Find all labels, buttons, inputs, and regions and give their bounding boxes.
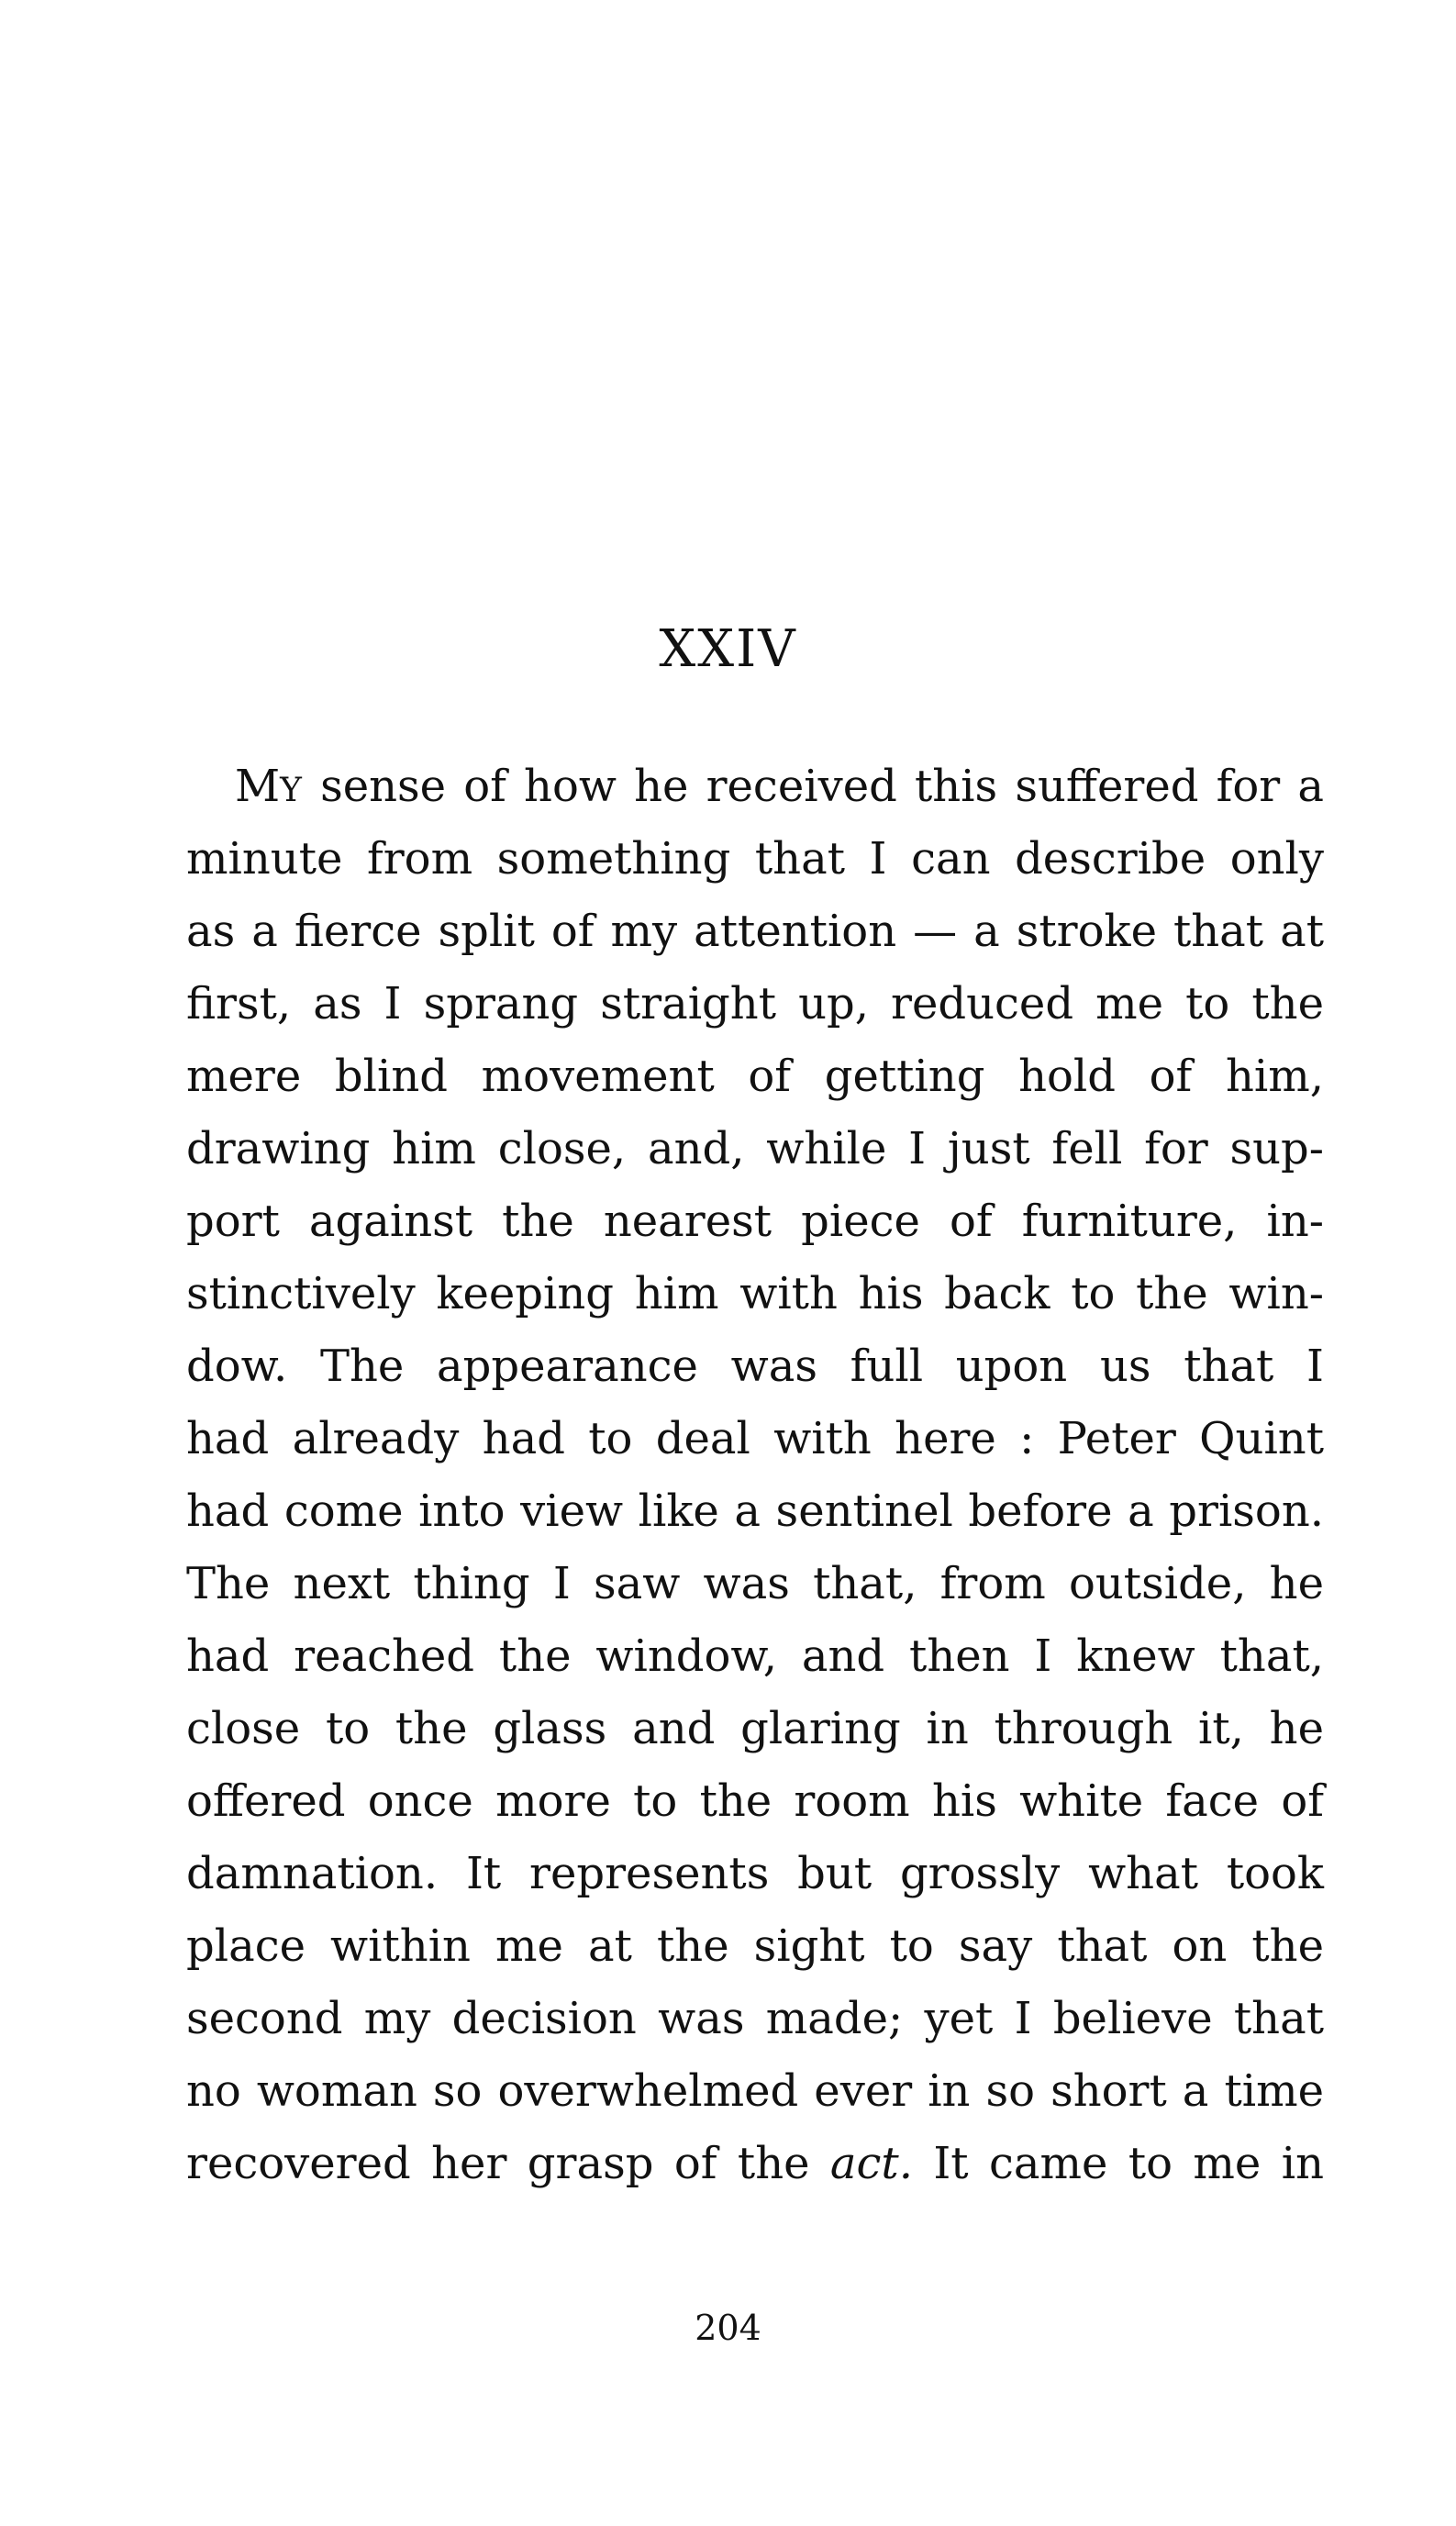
text-line-1-rest: sense of how he received this suffered for a [302, 761, 1324, 812]
chapter-heading: XXIV [659, 619, 797, 679]
text-line-3: as a fierce split of my attention — a stroke that at [186, 906, 1324, 957]
text-line-2: minute from something that I can describe only [186, 833, 1324, 885]
text-line-17: place within me at the sight to say that on the [186, 1920, 1324, 1972]
body-paragraph [186, 751, 1324, 2200]
text-line-20-end: It came to me in [912, 2138, 1324, 2189]
text-line-4: first, as I sprang straight up, reduced me to the [186, 978, 1324, 1029]
text-line-1 [186, 751, 1324, 823]
text-line-15: offered once more to the room his white face of [186, 1775, 1324, 1827]
text-line-8: stinctively keeping him with his back to the win- [186, 1268, 1324, 1319]
page-number: 204 [695, 2308, 761, 2348]
text-line-6: drawing him close, and, while I just fell for sup- [186, 1123, 1324, 1174]
italic-word: act. [829, 2138, 913, 2189]
text-line-12: The next thing I saw was that, from outside, he [186, 1558, 1324, 1609]
drop-initial: M [235, 761, 281, 812]
smallcaps-letters: Y [280, 772, 303, 809]
text-line-5: mere blind movement of getting hold of him, [186, 1051, 1324, 1102]
text-line-10: had already had to deal with here : Peter Quint [186, 1413, 1324, 1464]
text-line-19: no woman so overwhelmed ever in so short a time [186, 2065, 1324, 2117]
text-line-18: second my decision was made; yet I believe that [186, 1993, 1324, 2044]
text-line-20 [186, 2128, 1324, 2200]
text-line-16: damnation. It represents but grossly what took [186, 1848, 1324, 1899]
text-line-7: port against the nearest piece of furniture, in- [186, 1196, 1324, 1247]
text-line-20-start: recovered her grasp of the [186, 2138, 830, 2189]
text-line-11: had come into view like a sentinel before a prison. [186, 1486, 1324, 1537]
text-line-13: had reached the window, and then I knew that, [186, 1630, 1324, 1682]
text-line-9: dow. The appearance was full upon us that I [186, 1341, 1324, 1392]
text-line-14: close to the glass and glaring in through it, he [186, 1703, 1324, 1754]
